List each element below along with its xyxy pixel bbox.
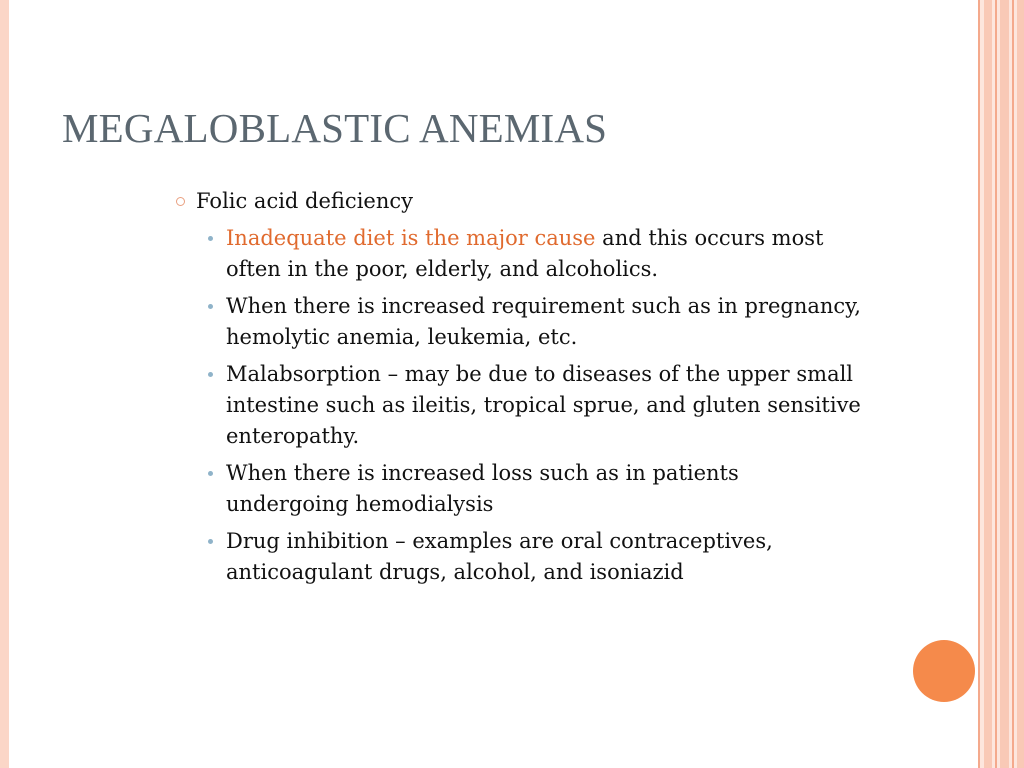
highlighted-text: Inadequate diet is the major cause	[226, 226, 596, 250]
slide-content	[176, 186, 866, 594]
sub-bullet-item	[176, 359, 866, 452]
dot-bullet-icon	[208, 539, 213, 544]
sub-bullet-text: When there is increased loss such as in patients undergoing hemodialysis	[226, 461, 739, 516]
slide-title: MEGALOBLASTIC ANEMIAS	[62, 105, 608, 151]
sub-bullet-item	[176, 223, 866, 285]
ring-bullet-icon	[176, 197, 185, 206]
sub-bullet-item	[176, 291, 866, 353]
orange-circle-decoration	[913, 640, 975, 702]
border-stripe	[1017, 0, 1024, 768]
sub-bullet-item	[176, 526, 866, 588]
left-border-decoration	[0, 0, 9, 768]
bullet-level1	[176, 186, 866, 217]
sub-bullet-text: When there is increased requirement such as in pregnancy, hemolytic anemia, leukemia, etc.	[226, 294, 861, 349]
sub-bullet-text: Malabsorption – may be due to diseases of the upper small intestine such as ileitis, tropical sprue, and gluten sensitive enteropathy.	[226, 362, 861, 448]
border-stripe	[1000, 0, 1009, 768]
sub-bullet-text: and this occurs most often in the poor, elderly, and alcoholics.	[226, 226, 824, 281]
sub-bullet-item	[176, 458, 866, 520]
bullet-level1-text: Folic acid deficiency	[196, 189, 413, 213]
sub-bullet-list	[176, 223, 866, 588]
dot-bullet-icon	[208, 471, 213, 476]
sub-bullet-text: Drug inhibition – examples are oral contraceptives, anticoagulant drugs, alcohol, and isoniazid	[226, 529, 773, 584]
border-stripe	[995, 0, 997, 768]
dot-bullet-icon	[208, 372, 213, 377]
dot-bullet-icon	[208, 304, 213, 309]
border-stripe	[1012, 0, 1014, 768]
border-stripe	[984, 0, 992, 768]
border-stripe	[978, 0, 980, 768]
dot-bullet-icon	[208, 236, 213, 241]
